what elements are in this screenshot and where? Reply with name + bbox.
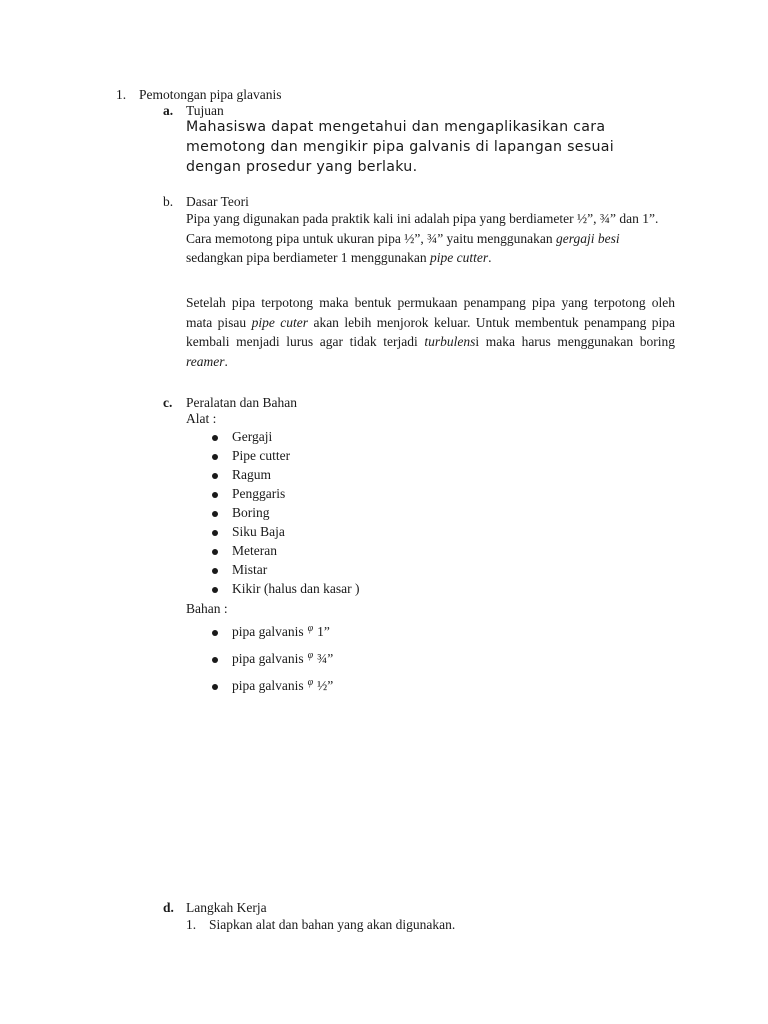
alat-list-item: Meteran xyxy=(232,543,277,558)
dasar-teori-paragraph-1: Pipa yang digunakan pada praktik kali ini adalah pipa yang berdiameter ½”, ¾” dan 1”. Cara memotong pipa untuk ukuran pipa ½”, ¾” yaitu menggunakan gergaji besi sedangkan pipa berdiameter 1 menggunakan pipe cutter. xyxy=(186,211,659,265)
alat-list-item: Ragum xyxy=(232,467,271,482)
bullet-icon xyxy=(212,435,218,441)
peralatan-marker: c. xyxy=(163,395,173,410)
bullet-icon xyxy=(212,568,218,574)
bullet-icon xyxy=(212,549,218,555)
emphasis-pipe-cutter: pipe cutter xyxy=(430,250,489,265)
langkah-heading: Langkah Kerja xyxy=(186,900,267,915)
emphasis-gergaji-besi: gergaji besi xyxy=(556,230,620,246)
emphasis-pipe-cuter: pipe cuter xyxy=(251,314,309,330)
bullet-icon xyxy=(212,454,218,460)
bullet-icon xyxy=(212,473,218,479)
step-1-number: 1. xyxy=(186,917,197,932)
bahan-list-item xyxy=(232,650,333,670)
langkah-marker: d. xyxy=(163,900,174,915)
tujuan-line-3: dengan prosedur yang berlaku. xyxy=(186,159,418,175)
bahan-name: pipa galvanis xyxy=(232,678,304,693)
bullet-icon xyxy=(212,530,218,536)
bahan-size: 1” xyxy=(317,624,330,639)
bahan-label: Bahan : xyxy=(186,601,228,616)
tujuan-line-2: memotong dan mengikir pipa galvanis di lapangan sesuai xyxy=(186,139,615,155)
emphasis-turbulens: turbulens xyxy=(424,334,476,349)
tujuan-heading: Tujuan xyxy=(186,103,224,118)
tujuan-line-1: Mahasiswa dapat mengetahui dan mengaplikasikan cara xyxy=(186,119,606,135)
alat-list-item: Boring xyxy=(232,505,270,520)
bahan-size: ½” xyxy=(317,678,334,693)
alat-list-item: Siku Baja xyxy=(232,524,285,539)
peralatan-heading: Peralatan dan Bahan xyxy=(186,395,297,410)
dasar-teori-paragraph-2: Setelah pipa terpotong maka bentuk permukaan penampang pipa yang terpotong oleh mata pisau pipe cuter akan lebih menjorok keluar. Untuk membentuk penampang pipa kembali menjadi lurus agar tidak terjadi turbulensi maka harus menggunakan boring reamer. xyxy=(186,295,675,369)
dasar-teori-marker: b. xyxy=(163,194,174,209)
alat-list-item: Mistar xyxy=(232,562,268,577)
alat-list-item: Gergaji xyxy=(232,429,273,444)
step-1-text: Siapkan alat dan bahan yang akan digunakan. xyxy=(209,917,456,932)
bahan-list-item xyxy=(232,623,330,643)
bahan-size: ¾” xyxy=(317,651,334,666)
emphasis-reamer: reamer xyxy=(186,353,225,369)
diameter-symbol: φ xyxy=(307,677,314,688)
bahan-name: pipa galvanis xyxy=(232,624,304,639)
bullet-icon xyxy=(212,630,218,636)
bullet-icon xyxy=(212,587,218,593)
section-title: Pemotongan pipa glavanis xyxy=(139,87,282,102)
diameter-symbol: φ xyxy=(307,650,314,661)
bullet-icon xyxy=(212,657,218,663)
alat-list-item: Penggaris xyxy=(232,486,286,501)
section-number: 1. xyxy=(116,87,127,102)
alat-list-item: Pipe cutter xyxy=(232,448,291,463)
diameter-symbol: φ xyxy=(307,623,314,634)
bahan-list-item xyxy=(232,677,333,697)
bullet-icon xyxy=(212,492,218,498)
bullet-icon xyxy=(212,684,218,690)
tujuan-marker: a. xyxy=(163,103,174,118)
alat-label: Alat : xyxy=(186,411,217,426)
bullet-icon xyxy=(212,511,218,517)
alat-list-item: Kikir (halus dan kasar ) xyxy=(232,581,360,596)
bahan-name: pipa galvanis xyxy=(232,651,304,666)
dasar-teori-heading: Dasar Teori xyxy=(186,194,249,209)
